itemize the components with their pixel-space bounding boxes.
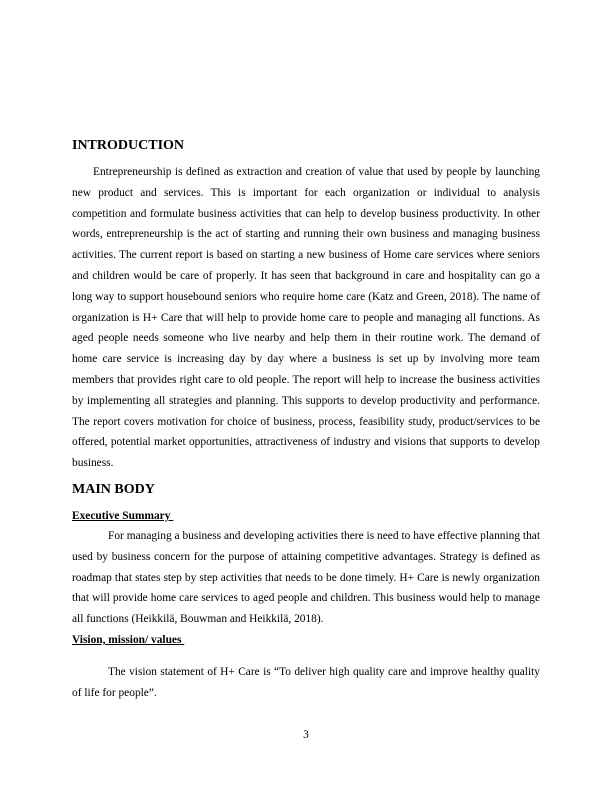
introduction-heading: INTRODUCTION <box>72 138 185 153</box>
main-body-heading: MAIN BODY <box>72 481 155 497</box>
page-number: 3 <box>303 729 309 741</box>
vision-mission-heading: Vision, mission/ values <box>72 633 185 646</box>
vision-paragraph: The vision statement of H+ Care is “To deliver high quality care and improve healthy quality of life for people”. <box>72 665 540 699</box>
document-page <box>72 137 540 704</box>
executive-summary-paragraph: For managing a business and developing activities there is need to have effective planning that used by business concern for the purpose of attaining competitive advantages. Strategy is defined as roadmap that states step by step activities that needs to be done timely. H+ Care is newly organization that will provide home care services to aged people and children. This business would help to manage all functions (Heikkilä, Bouwman and Heikkilä, 2018). <box>72 529 540 626</box>
executive-summary-heading: Executive Summary <box>72 509 174 522</box>
introduction-paragraph: Entrepreneurship is defined as extraction and creation of value that used by people by launching new product and services. This is important for each organization or individual to analysis competition and formulate business activities that can help to develop business productivity. In other words, entrepreneurship is the act of starting and running their own business and managing business activities. The current report is based on starting a new business of Home care services where seniors and children would be care of properly. It has seen that background in care and hospitality can go a long way to support housebound seniors who require home care (Katz and Green, 2018). The name of organization is H+ Care that will help to provide home care to people and managing all functions. As aged people needs someone who live nearby and help them in their routine work. The demand of home care service is increasing day by day where a business is set up by involving more team members that provides right care to old people. The report will help to increase the business activities by implementing all strategies and planning. This supports to develop productivity and performance. The report covers motivation for choice of business, process, feasibility study, product/services to be offered, potential market opportunities, attractiveness of industry and visions that supports to develop business. <box>72 166 540 470</box>
